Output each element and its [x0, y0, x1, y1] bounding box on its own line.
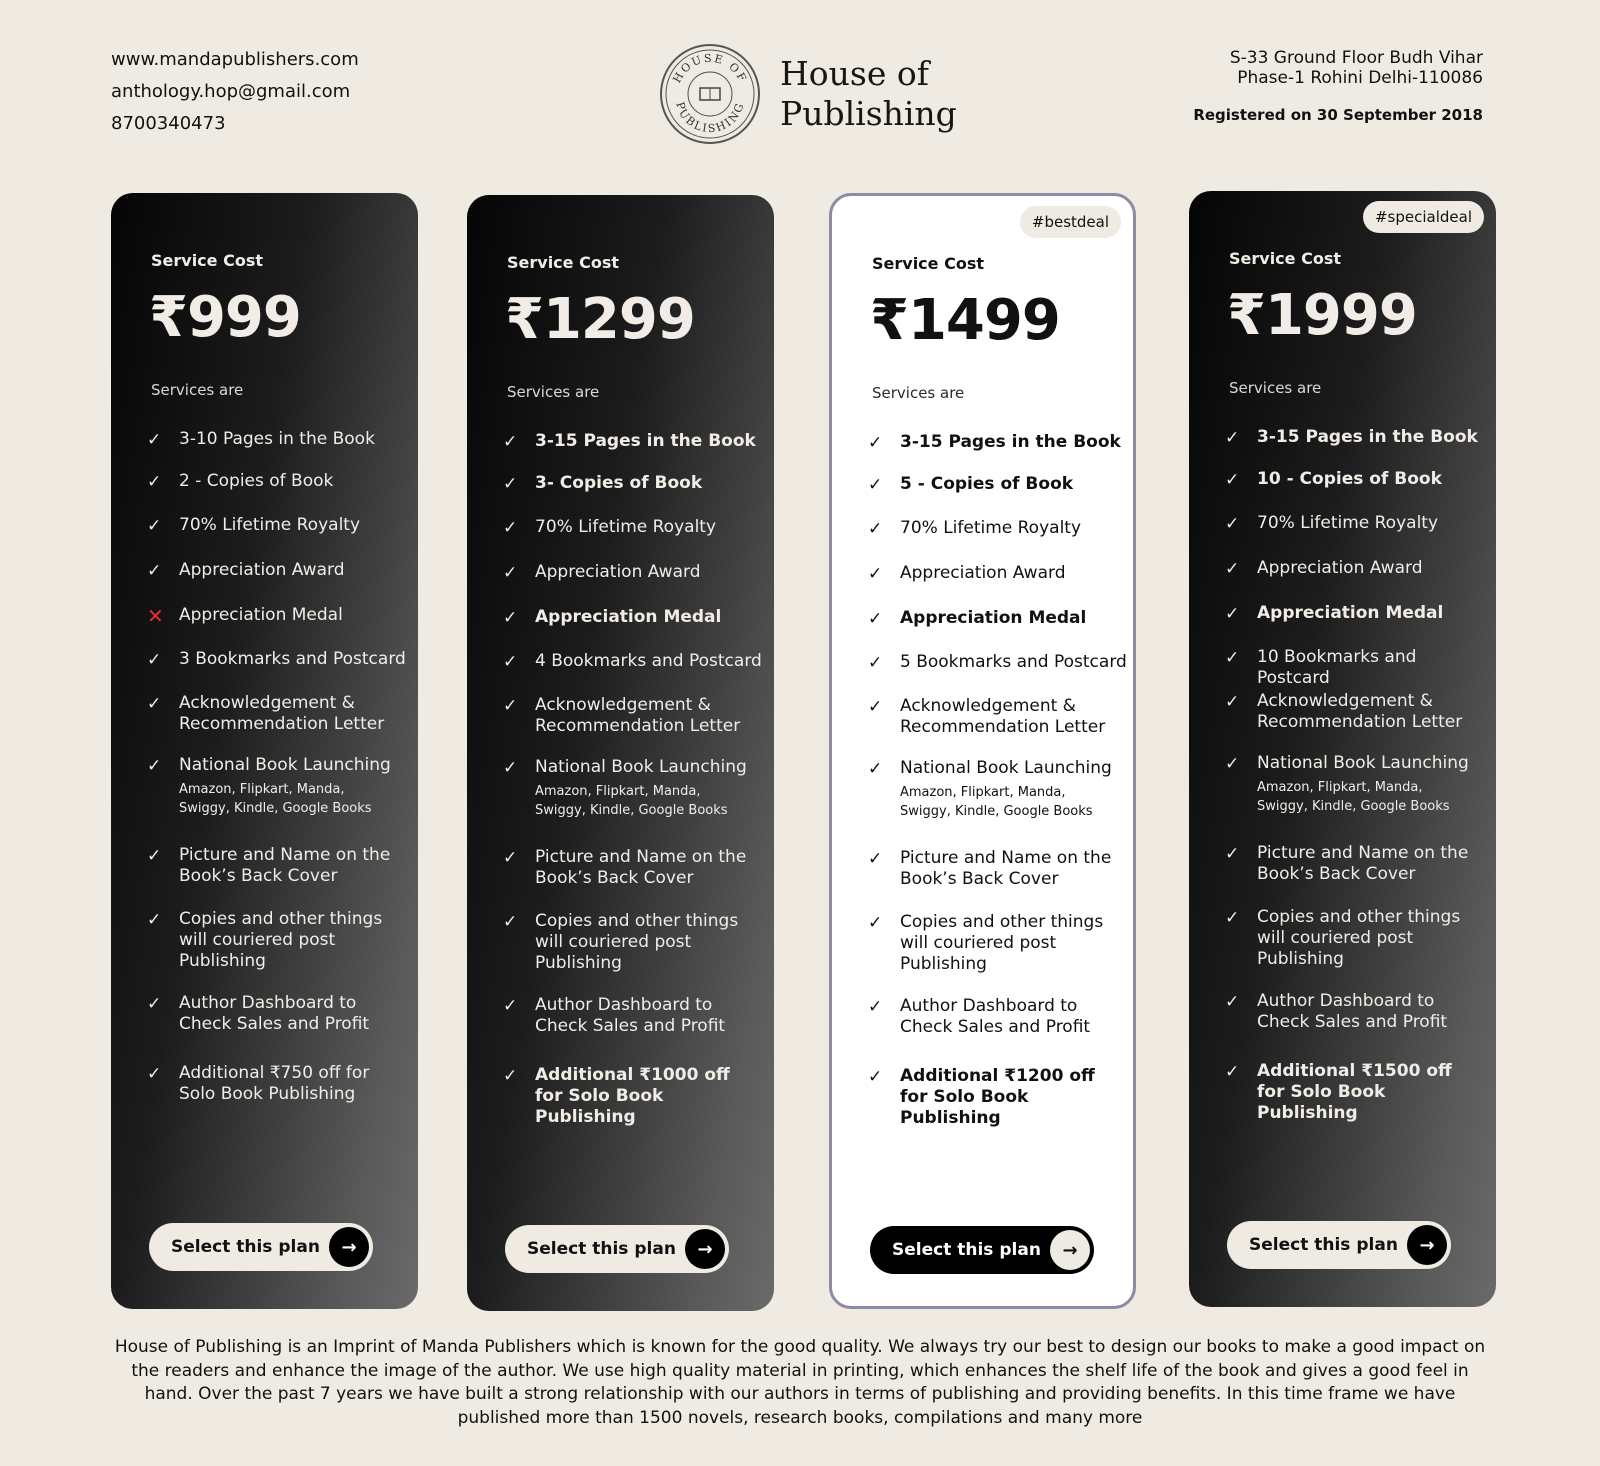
address-line2: Phase-1 Rohini Delhi-110086 [1237, 68, 1483, 88]
check-icon: ✓ [503, 432, 518, 452]
cross-icon: ✕ [147, 604, 164, 628]
feature-text: 10 - Copies of Book [1257, 469, 1442, 489]
feature-item [147, 845, 412, 887]
check-icon: ✓ [147, 516, 162, 536]
feature-item [1225, 513, 1490, 535]
check-icon: ✓ [503, 996, 518, 1016]
check-icon: ✓ [868, 849, 883, 869]
feature-item [1225, 843, 1490, 885]
feature-item [868, 432, 1127, 454]
select-plan-button[interactable] [1227, 1221, 1451, 1269]
feature-text: Appreciation Award [535, 562, 701, 582]
services-label: Services are [151, 381, 244, 399]
check-icon: ✓ [868, 609, 883, 629]
check-icon: ✓ [868, 997, 883, 1017]
address-block [1193, 48, 1483, 124]
feature-item [503, 995, 768, 1037]
feature-item [147, 755, 412, 818]
feature-item [1225, 558, 1490, 580]
select-plan-button[interactable] [505, 1225, 729, 1273]
feature-item [868, 912, 1127, 975]
feature-content [535, 757, 747, 820]
feature-content [1257, 513, 1438, 534]
check-icon: ✓ [1225, 692, 1240, 712]
check-icon: ✓ [147, 910, 162, 930]
check-icon: ✓ [147, 994, 162, 1014]
feature-text: Author Dashboard to Check Sales and Profit [1257, 991, 1448, 1032]
feature-content [900, 912, 1115, 975]
registration-date: Registered on 30 September 2018 [1193, 106, 1483, 124]
feature-item [868, 758, 1127, 821]
feature-item [503, 473, 768, 495]
feature-text: Acknowledgement & Recommendation Letter [535, 695, 741, 736]
check-icon: ✓ [1225, 1062, 1240, 1082]
feature-content [179, 993, 394, 1035]
feature-text: National Book Launching [1257, 753, 1469, 773]
feature-item [1225, 1061, 1490, 1124]
feature-item [868, 1066, 1127, 1129]
website-link[interactable]: www.mandapublishers.com [111, 49, 359, 70]
feature-item [868, 608, 1127, 630]
feature-item [868, 996, 1127, 1038]
feature-text: 10 Bookmarks and Postcard [1257, 647, 1417, 688]
feature-content [900, 563, 1065, 584]
feature-item [1225, 991, 1490, 1033]
feature-content [179, 755, 391, 818]
feature-item [503, 911, 768, 974]
check-icon: ✓ [147, 756, 162, 776]
brand-name-line2: Publishing [780, 94, 957, 133]
check-icon: ✓ [503, 848, 518, 868]
check-icon: ✓ [503, 652, 518, 672]
feature-text: 3-10 Pages in the Book [179, 429, 375, 449]
address-line1: S-33 Ground Floor Budh Vihar [1229, 48, 1483, 68]
check-icon: ✓ [147, 846, 162, 866]
feature-content [900, 696, 1115, 738]
feature-content [179, 1063, 394, 1105]
feature-text: 3-15 Pages in the Book [1257, 427, 1478, 447]
feature-content [535, 607, 721, 628]
feature-text: Appreciation Award [179, 560, 345, 580]
feature-subtext: Amazon, Flipkart, Manda, Swiggy, Kindle, Google Books [179, 782, 372, 816]
feature-content [179, 515, 360, 536]
feature-content [179, 909, 394, 972]
select-plan-label: Select this plan [892, 1240, 1041, 1260]
feature-content [179, 845, 394, 887]
check-icon: ✓ [1225, 754, 1240, 774]
feature-text: Picture and Name on the Book’s Back Cover [900, 848, 1112, 889]
plan-price: ₹999 [149, 285, 301, 350]
feature-item [1225, 603, 1490, 625]
feature-text: 3- Copies of Book [535, 473, 703, 493]
feature-item [147, 1063, 412, 1105]
feature-text: 70% Lifetime Royalty [179, 515, 361, 535]
feature-item [868, 652, 1127, 674]
check-icon: ✓ [503, 912, 518, 932]
feature-content [179, 693, 394, 735]
feature-item [503, 431, 768, 453]
brand-name [780, 54, 957, 134]
check-icon: ✓ [147, 561, 162, 581]
feature-text: Picture and Name on the Book’s Back Cover [535, 847, 747, 888]
feature-item [503, 517, 768, 539]
feature-content [900, 608, 1086, 629]
check-icon: ✓ [868, 913, 883, 933]
seal-bottom-text: PUBLISHING [673, 100, 747, 136]
feature-item [147, 429, 412, 451]
feature-content [900, 474, 1073, 495]
publisher-seal [660, 44, 760, 144]
feature-content [900, 758, 1112, 821]
feature-item [503, 651, 768, 673]
check-icon: ✓ [1225, 428, 1240, 448]
feature-item [147, 605, 412, 627]
feature-text: Additional ₹1500 off for Solo Book Publishing [1257, 1061, 1452, 1123]
feature-content [535, 651, 762, 672]
check-icon: ✓ [503, 474, 518, 494]
feature-text: Picture and Name on the Book’s Back Cover [179, 845, 391, 886]
footer-description: House of Publishing is an Imprint of Manda Publishers which is known for the good quality. We always try our best to design our books to make a good impact on the readers and enhance the image of the author. We use high quality material in printing, which enhances the shelf life of the book and gives a good feel in hand. Over the past 7 years we have built a strong relationship with our authors in terms of publishing and providing benefits. In this time frame we have published more than 1500 novels, research books, compilations and many more [114, 1337, 1486, 1428]
feature-item [868, 563, 1127, 585]
feature-item [1225, 469, 1490, 491]
feature-item [1225, 647, 1490, 689]
feature-content [1257, 603, 1443, 624]
brand-logo [660, 44, 957, 144]
feature-text: Acknowledgement & Recommendation Letter [1257, 691, 1463, 732]
feature-text: Additional ₹1200 off for Solo Book Publishing [900, 1066, 1095, 1128]
plan-card [467, 195, 774, 1311]
service-cost-label: Service Cost [151, 251, 263, 270]
feature-content [535, 911, 750, 974]
select-plan-button[interactable] [149, 1223, 373, 1271]
check-icon: ✓ [868, 653, 883, 673]
feature-subtext: Amazon, Flipkart, Manda, Swiggy, Kindle, Google Books [535, 784, 728, 818]
feature-subtext: Amazon, Flipkart, Manda, Swiggy, Kindle, Google Books [900, 785, 1093, 819]
feature-content [1257, 753, 1469, 816]
check-icon: ✓ [868, 697, 883, 717]
select-plan-button[interactable] [870, 1226, 1094, 1274]
feature-content [1257, 427, 1478, 448]
feature-text: Copies and other things will couriered post Publishing [535, 911, 739, 973]
feature-item [868, 518, 1127, 540]
feature-content [535, 473, 702, 494]
service-cost-label: Service Cost [507, 253, 619, 272]
services-label: Services are [1229, 379, 1322, 397]
feature-content [900, 432, 1121, 453]
brand-name-line1: House of [780, 54, 929, 93]
feature-text: Appreciation Medal [1257, 603, 1444, 623]
check-icon: ✓ [1225, 992, 1240, 1012]
feature-text: National Book Launching [179, 755, 391, 775]
select-plan-label: Select this plan [1249, 1235, 1398, 1255]
check-icon: ✓ [868, 475, 883, 495]
check-icon: ✓ [503, 518, 518, 538]
feature-content [535, 431, 756, 452]
feature-content [1257, 843, 1472, 885]
feature-text: 70% Lifetime Royalty [900, 518, 1082, 538]
arrow-right-icon: → [329, 1227, 369, 1267]
feature-text: Appreciation Award [900, 563, 1066, 583]
feature-content [900, 848, 1115, 890]
feature-content [1257, 469, 1442, 490]
check-icon: ✓ [868, 519, 883, 539]
feature-content [1257, 991, 1472, 1033]
services-label: Services are [507, 383, 600, 401]
feature-text: 70% Lifetime Royalty [535, 517, 717, 537]
feature-item [503, 1065, 768, 1128]
check-icon: ✓ [503, 563, 518, 583]
feature-item [147, 471, 412, 493]
feature-content [535, 847, 750, 889]
check-icon: ✓ [1225, 470, 1240, 490]
check-icon: ✓ [1225, 514, 1240, 534]
plan-card [829, 193, 1136, 1309]
feature-text: 5 - Copies of Book [900, 474, 1074, 494]
feature-text: Appreciation Medal [535, 607, 722, 627]
feature-text: Author Dashboard to Check Sales and Profit [900, 996, 1091, 1037]
feature-text: Additional ₹750 off for Solo Book Publishing [179, 1063, 370, 1104]
contact-block [111, 44, 359, 140]
check-icon: ✓ [503, 1066, 518, 1086]
check-icon: ✓ [147, 650, 162, 670]
feature-text: Author Dashboard to Check Sales and Profit [179, 993, 370, 1034]
feature-content [179, 605, 343, 626]
feature-content [535, 1065, 750, 1128]
feature-content [179, 471, 333, 492]
feature-item [147, 560, 412, 582]
feature-content [1257, 691, 1472, 733]
email-link[interactable]: anthology.hop@gmail.com [111, 81, 351, 102]
feature-item [147, 693, 412, 735]
services-label: Services are [872, 384, 965, 402]
plan-price: ₹1299 [505, 287, 695, 352]
feature-content [535, 517, 716, 538]
feature-content [900, 1066, 1115, 1129]
feature-content [900, 652, 1127, 673]
check-icon: ✓ [868, 1067, 883, 1087]
feature-item [1225, 691, 1490, 733]
feature-item [503, 757, 768, 820]
feature-content [1257, 558, 1422, 579]
feature-item [147, 649, 412, 671]
check-icon: ✓ [147, 472, 162, 492]
feature-text: National Book Launching [900, 758, 1112, 778]
check-icon: ✓ [1225, 604, 1240, 624]
check-icon: ✓ [868, 759, 883, 779]
svg-text:HOUSE OF [670, 52, 749, 85]
feature-text: Additional ₹1000 off for Solo Book Publishing [535, 1065, 730, 1127]
feature-item [147, 993, 412, 1035]
feature-content [1257, 1061, 1472, 1124]
deal-tag: #specialdeal [1363, 201, 1484, 233]
check-icon: ✓ [147, 1064, 162, 1084]
phone-number: 8700340473 [111, 113, 226, 134]
check-icon: ✓ [147, 694, 162, 714]
arrow-right-icon: → [685, 1229, 725, 1269]
feature-text: Acknowledgement & Recommendation Letter [179, 693, 385, 734]
arrow-right-icon: → [1050, 1230, 1090, 1270]
feature-item [868, 474, 1127, 496]
feature-item [503, 562, 768, 584]
feature-text: Appreciation Medal [900, 608, 1087, 628]
check-icon: ✓ [1225, 908, 1240, 928]
feature-text: 70% Lifetime Royalty [1257, 513, 1439, 533]
seal-top-text: HOUSE OF [670, 51, 750, 86]
feature-item [147, 909, 412, 972]
feature-item [503, 847, 768, 889]
feature-subtext: Amazon, Flipkart, Manda, Swiggy, Kindle, Google Books [1257, 780, 1450, 814]
feature-text: 3-15 Pages in the Book [535, 431, 756, 451]
check-icon: ✓ [1225, 844, 1240, 864]
check-icon: ✓ [147, 430, 162, 450]
feature-item [868, 696, 1127, 738]
feature-text: Picture and Name on the Book’s Back Cover [1257, 843, 1469, 884]
feature-content [535, 695, 750, 737]
feature-text: 2 - Copies of Book [179, 471, 334, 491]
feature-text: National Book Launching [535, 757, 747, 777]
feature-text: Appreciation Award [1257, 558, 1423, 578]
feature-text: Author Dashboard to Check Sales and Profit [535, 995, 726, 1036]
check-icon: ✓ [868, 564, 883, 584]
plan-card [111, 193, 418, 1309]
check-icon: ✓ [1225, 648, 1240, 668]
check-icon: ✓ [868, 433, 883, 453]
feature-content [179, 649, 406, 670]
feature-content [1257, 907, 1472, 970]
feature-item [1225, 427, 1490, 449]
feature-item [503, 695, 768, 737]
feature-item [1225, 753, 1490, 816]
check-icon: ✓ [503, 758, 518, 778]
feature-text: Copies and other things will couriered post Publishing [900, 912, 1104, 974]
feature-item [868, 848, 1127, 890]
check-icon: ✓ [503, 608, 518, 628]
feature-text: Copies and other things will couriered post Publishing [179, 909, 383, 971]
feature-content [179, 429, 375, 450]
feature-content [900, 996, 1115, 1038]
feature-text: 5 Bookmarks and Postcard [900, 652, 1127, 672]
feature-item [147, 515, 412, 537]
plan-price: ₹1999 [1227, 283, 1417, 348]
feature-content [179, 560, 344, 581]
deal-tag: #bestdeal [1020, 206, 1121, 238]
feature-text: Copies and other things will couriered post Publishing [1257, 907, 1461, 969]
feature-text: 3 Bookmarks and Postcard [179, 649, 406, 669]
plan-price: ₹1499 [870, 288, 1060, 353]
service-cost-label: Service Cost [1229, 249, 1341, 268]
select-plan-label: Select this plan [527, 1239, 676, 1259]
feature-content [1257, 647, 1490, 689]
service-cost-label: Service Cost [872, 254, 984, 273]
feature-text: 4 Bookmarks and Postcard [535, 651, 762, 671]
feature-item [503, 607, 768, 629]
plan-card [1189, 191, 1496, 1307]
check-icon: ✓ [503, 696, 518, 716]
arrow-right-icon: → [1407, 1225, 1447, 1265]
select-plan-label: Select this plan [171, 1237, 320, 1257]
feature-content [535, 995, 750, 1037]
feature-text: 3-15 Pages in the Book [900, 432, 1121, 452]
feature-content [900, 518, 1081, 539]
check-icon: ✓ [1225, 559, 1240, 579]
feature-content [535, 562, 700, 583]
feature-item [1225, 907, 1490, 970]
feature-text: Appreciation Medal [179, 605, 343, 625]
feature-text: Acknowledgement & Recommendation Letter [900, 696, 1106, 737]
